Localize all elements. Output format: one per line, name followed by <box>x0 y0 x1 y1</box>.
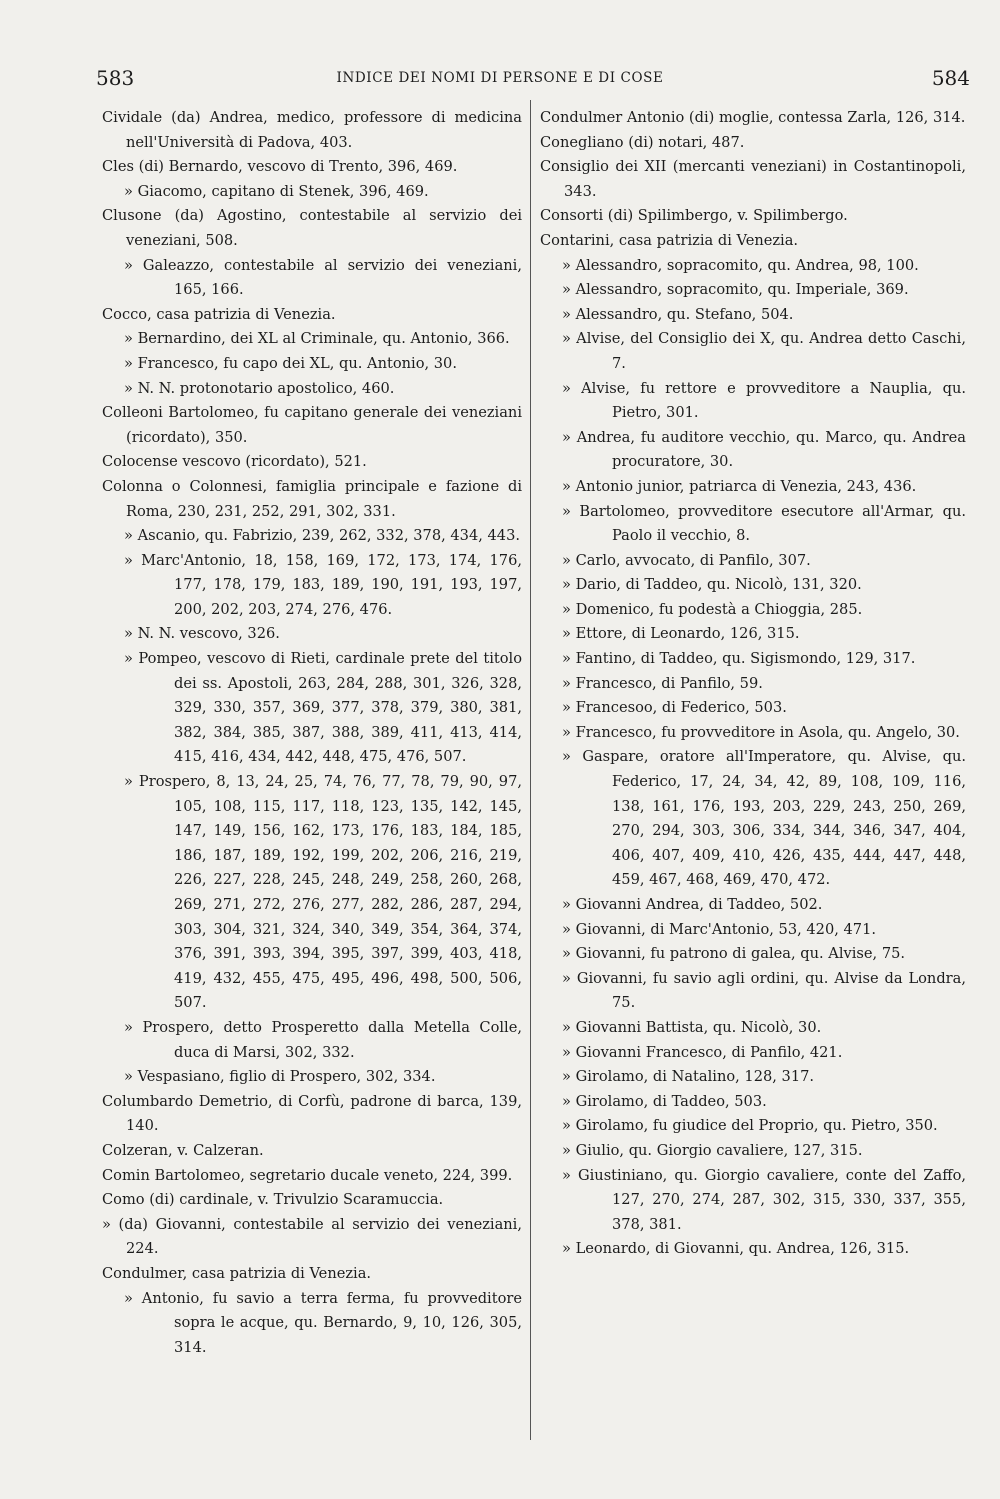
index-entry: » Alessandro, qu. Stefano, 504. <box>562 305 794 323</box>
index-entry: » Pompeo, vescovo di Rieti, cardinale prete del titolo dei ss. Apostoli, 263, 284, 288, 301, 326, 328, 329, 330, 357, 369, 377, 378, 379, 380, 381, 382, 384, 385, 387, 388, 389, 411, 413, 414, 415, 416, 434, 442, 448, 475, 476, 507. <box>124 650 522 766</box>
index-entry: » Giovanni Battista, qu. Nicolò, 30. <box>562 1018 822 1036</box>
index-entry: » Girolamo, fu giudice del Proprio, qu. Pietro, 350. <box>562 1117 938 1135</box>
index-entry: » Vespasiano, figlio di Prospero, 302, 334. <box>124 1068 436 1086</box>
index-entry: » Galeazzo, contestabile al servizio dei veneziani, 165, 166. <box>124 256 522 299</box>
index-entry: Columbardo Demetrio, di Corfù, padrone di barca, 139, 140. <box>102 1092 522 1135</box>
page-number-left: 583 <box>96 66 135 90</box>
index-entry: Clusone (da) Agostino, contestabile al servizio dei veneziani, 508. <box>102 207 522 249</box>
index-entry: Conegliano (di) notari, 487. <box>540 133 745 151</box>
index-entry: Cividale (da) Andrea, medico, professore di medicina nell'Università di Padova, 403. <box>102 109 522 151</box>
index-entry: » Antonio, fu savio a terra ferma, fu provveditore sopra le acque, qu. Bernardo, 9, 10, 126, 305, 314. <box>124 1289 522 1356</box>
index-entry: » Alvise, del Consiglio dei X, qu. Andrea detto Caschi, 7. <box>562 330 966 372</box>
index-entry: » N. N. protonotario apostolico, 460. <box>124 379 395 397</box>
index-entry: » Giovanni, di Marc'Antonio, 53, 420, 471. <box>562 920 877 938</box>
index-entry: » Domenico, fu podestà a Chioggia, 285. <box>562 600 863 618</box>
index-entry: » Bernardino, dei XL al Criminale, qu. Antonio, 366. <box>124 330 510 348</box>
index-entry: » Francesco, di Panfilo, 59. <box>562 674 763 692</box>
index-entry: Consorti (di) Spilimbergo, v. Spilimbergo. <box>540 207 848 225</box>
index-entry: Colonna o Colonnesi, famiglia principale e fazione di Roma, 230, 231, 252, 291, 302, 331. <box>102 477 522 520</box>
page-number-right: 584 <box>931 66 970 90</box>
index-entry: » Prospero, detto Prosperetto dalla Metella Colle, duca di Marsi, 302, 332. <box>124 1018 522 1061</box>
index-entry: Consiglio dei XII (mercanti veneziani) in Costantinopoli, 343. <box>540 158 966 200</box>
index-entry: » Giovanni Francesco, di Panfilo, 421. <box>562 1043 843 1061</box>
index-entry: Contarini, casa patrizia di Venezia. <box>540 231 799 249</box>
index-entry: Cles (di) Bernardo, vescovo di Trento, 396, 469. <box>102 158 458 176</box>
index-entry: » Alessandro, sopracomito, qu. Andrea, 98, 100. <box>562 256 919 274</box>
index-entry: Condulmer Antonio (di) moglie, contessa Zarla, 126, 314. <box>540 109 966 126</box>
index-entry: » Giulio, qu. Giorgio cavaliere, 127, 315. <box>562 1141 863 1159</box>
index-entry: » Alessandro, sopracomito, qu. Imperiale, 369. <box>562 281 909 299</box>
index-entry: » Fantino, di Taddeo, qu. Sigismondo, 129, 317. <box>562 650 916 668</box>
index-entry: » Leonardo, di Giovanni, qu. Andrea, 126, 315. <box>562 1240 910 1258</box>
index-column-left <box>102 106 522 1360</box>
index-entry: » Giacomo, capitano di Stenek, 396, 469. <box>124 182 429 200</box>
index-entry: » Giovanni Andrea, di Taddeo, 502. <box>562 896 823 913</box>
index-entry: » Marc'Antonio, 18, 158, 169, 172, 173, 174, 176, 177, 178, 179, 183, 189, 190, 191, 193, 197, 200, 202, 203, 274, 276, 476. <box>124 551 522 618</box>
index-entry: » (da) Giovanni, contestabile al servizio dei veneziani, 224. <box>102 1215 522 1258</box>
index-entry: » Carlo, avvocato, di Panfilo, 307. <box>562 551 811 569</box>
index-entry: » Francesoo, di Federico, 503. <box>562 699 787 717</box>
index-entry: » Francesco, fu capo dei XL, qu. Antonio, 30. <box>124 354 457 372</box>
index-entry: Como (di) cardinale, v. Trivulzio Scaramuccia. <box>102 1191 444 1209</box>
index-entry: » Ascanio, qu. Fabrizio, 239, 262, 332, 378, 434, 443. <box>124 527 521 545</box>
index-entry: » Alvise, fu rettore e provveditore a Nauplia, qu. Pietro, 301. <box>562 379 966 422</box>
index-entry: Cocco, casa patrizia di Venezia. <box>102 305 336 323</box>
index-entry: Colzeran, v. Calzeran. <box>102 1141 264 1159</box>
index-entry: » Francesco, fu provveditore in Asola, qu. Angelo, 30. <box>562 723 960 741</box>
index-entry: » Giovanni, fu savio agli ordini, qu. Alvise da Londra, 75. <box>562 969 966 1012</box>
index-entry: » Antonio junior, patriarca di Venezia, 243, 436. <box>562 477 917 495</box>
index-entry: Comin Bartolomeo, segretario ducale veneto, 224, 399. <box>102 1166 513 1184</box>
index-entry: » Giovanni, fu patrono di galea, qu. Alvise, 75. <box>562 945 906 963</box>
running-title: INDICE DEI NOMI DI PERSONE E DI COSE <box>336 70 664 86</box>
index-column-right <box>540 106 966 1262</box>
index-entry: » Girolamo, di Taddeo, 503. <box>562 1092 767 1110</box>
index-entry: » Prospero, 8, 13, 24, 25, 74, 76, 77, 78, 79, 90, 97, 105, 108, 115, 117, 118, 123, 135, 142, 145, 147, 149, 156, 162, 173, 176, 183, 184, 185, 186, 187, 189, 192, 199, 202, 206, 216, 219, 226, 227, 228, 245, 248, 249, 258, 260, 268, 269, 271, 272, 276, 277, 282, 286, 287, 294, 303, 304, 321, 324, 340, 349, 354, 364, 374, 376, 391, 393, 394, 395, 397, 399, 403, 418, 419, 432, 455, 475, 495, 496, 498, 500, 506, 507. <box>124 773 522 1012</box>
index-entry: » Girolamo, di Natalino, 128, 317. <box>562 1068 815 1086</box>
index-entry: » Giustiniano, qu. Giorgio cavaliere, conte del Zaffo, 127, 270, 274, 287, 302, 315, 330, 337, 355, 378, 381. <box>562 1166 966 1233</box>
index-entry: » Bartolomeo, provveditore esecutore all'Armar, qu. Paolo il vecchio, 8. <box>562 502 966 545</box>
index-entry: Condulmer, casa patrizia di Venezia. <box>102 1264 372 1282</box>
page-header <box>0 66 1000 96</box>
index-entry: » Dario, di Taddeo, qu. Nicolò, 131, 320. <box>562 576 862 594</box>
column-divider <box>530 100 531 1440</box>
index-entry: » N. N. vescovo, 326. <box>124 625 280 643</box>
index-entry: » Gaspare, oratore all'Imperatore, qu. Alvise, qu. Federico, 17, 24, 34, 42, 89, 108, 109, 116, 138, 161, 176, 193, 203, 229, 243, 250, 269, 270, 294, 303, 306, 334, 344, 346, 347, 404, 406, 407, 409, 410, 426, 435, 444, 447, 448, 459, 467, 468, 469, 470, 472. <box>562 748 966 889</box>
index-entry: » Ettore, di Leonardo, 126, 315. <box>562 625 800 643</box>
index-entry: Colocense vescovo (ricordato), 521. <box>102 453 367 471</box>
index-entry: Colleoni Bartolomeo, fu capitano generale dei veneziani (ricordato), 350. <box>102 404 522 446</box>
index-entry: » Andrea, fu auditore vecchio, qu. Marco, qu. Andrea procuratore, 30. <box>562 428 966 471</box>
